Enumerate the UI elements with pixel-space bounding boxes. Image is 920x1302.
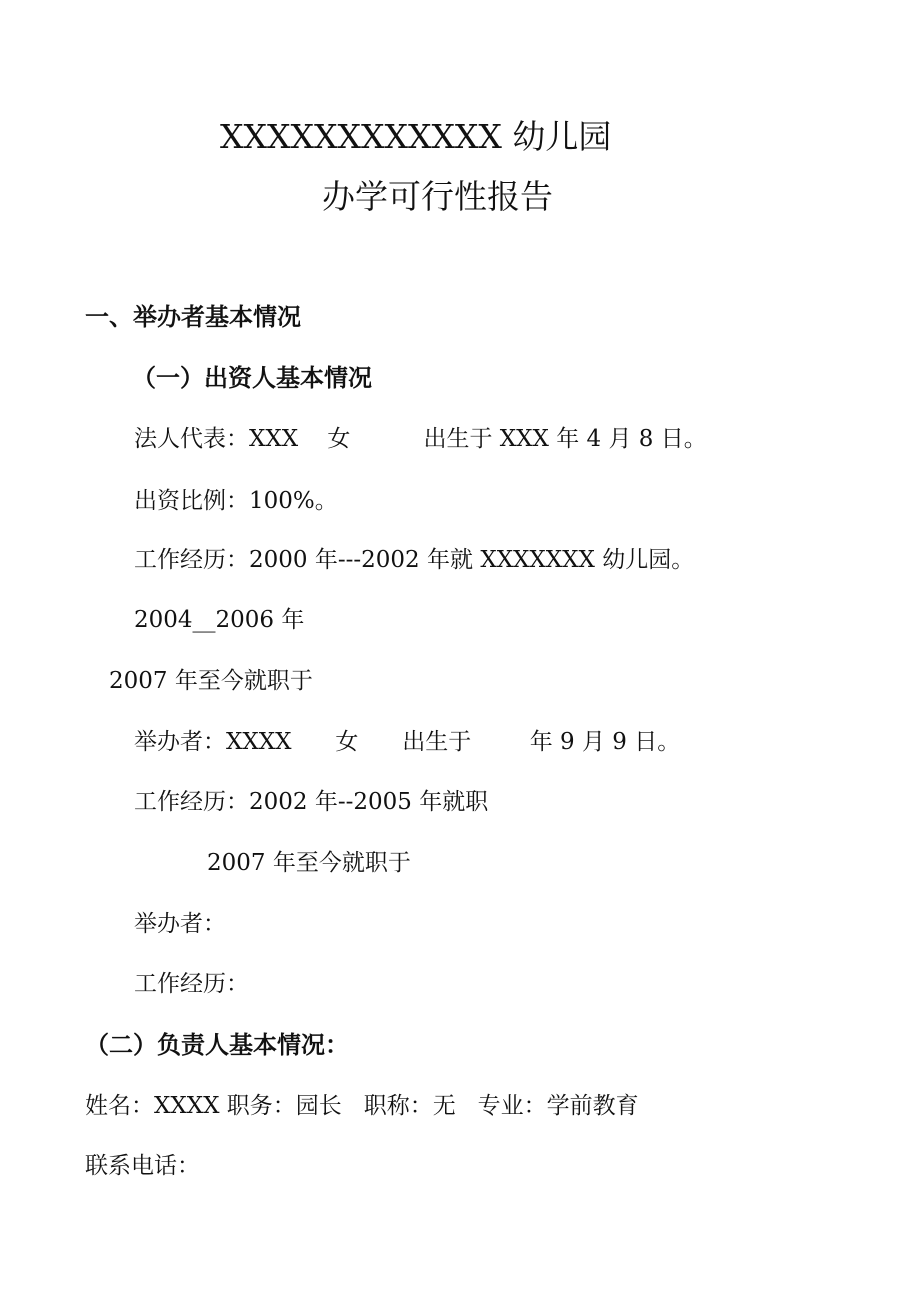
subsection2-heading: （二）负责人基本情况： bbox=[85, 1031, 349, 1059]
work-history-line: 2004__2006 年 bbox=[134, 607, 305, 633]
legal-rep-line: 法人代表：XXX 女 出生于 XXX 年 4 月 8 日。 bbox=[134, 426, 707, 452]
organizer-work-history-line: 工作经历： bbox=[134, 971, 249, 997]
section1-heading: 一、举办者基本情况 bbox=[85, 303, 301, 331]
work-history-line: 工作经历：2000 年---2002 年就 XXXXXXX 幼儿园。 bbox=[134, 547, 695, 573]
principal-info-line: 姓名：XXXX 职务：园长 职称：无 专业：学前教育 bbox=[85, 1093, 639, 1119]
document-title: XXXXXXXXXXXX 幼儿园 bbox=[220, 117, 612, 156]
organizer-line: 举办者： bbox=[134, 911, 226, 937]
document-subtitle: 办学可行性报告 bbox=[322, 177, 553, 216]
organizer-work-history-line: 工作经历：2002 年--2005 年就职 bbox=[134, 789, 489, 815]
organizer-work-history-line: 2007 年至今就职于 bbox=[207, 850, 411, 876]
organizer-line: 举办者：XXXX 女 出生于 年 9 月 9 日。 bbox=[134, 729, 681, 755]
investment-ratio-line: 出资比例：100%。 bbox=[134, 488, 338, 514]
work-history-line: 2007 年至今就职于 bbox=[109, 668, 313, 694]
phone-line: 联系电话： bbox=[85, 1153, 200, 1179]
subsection1-heading: （一）出资人基本情况 bbox=[132, 364, 372, 392]
